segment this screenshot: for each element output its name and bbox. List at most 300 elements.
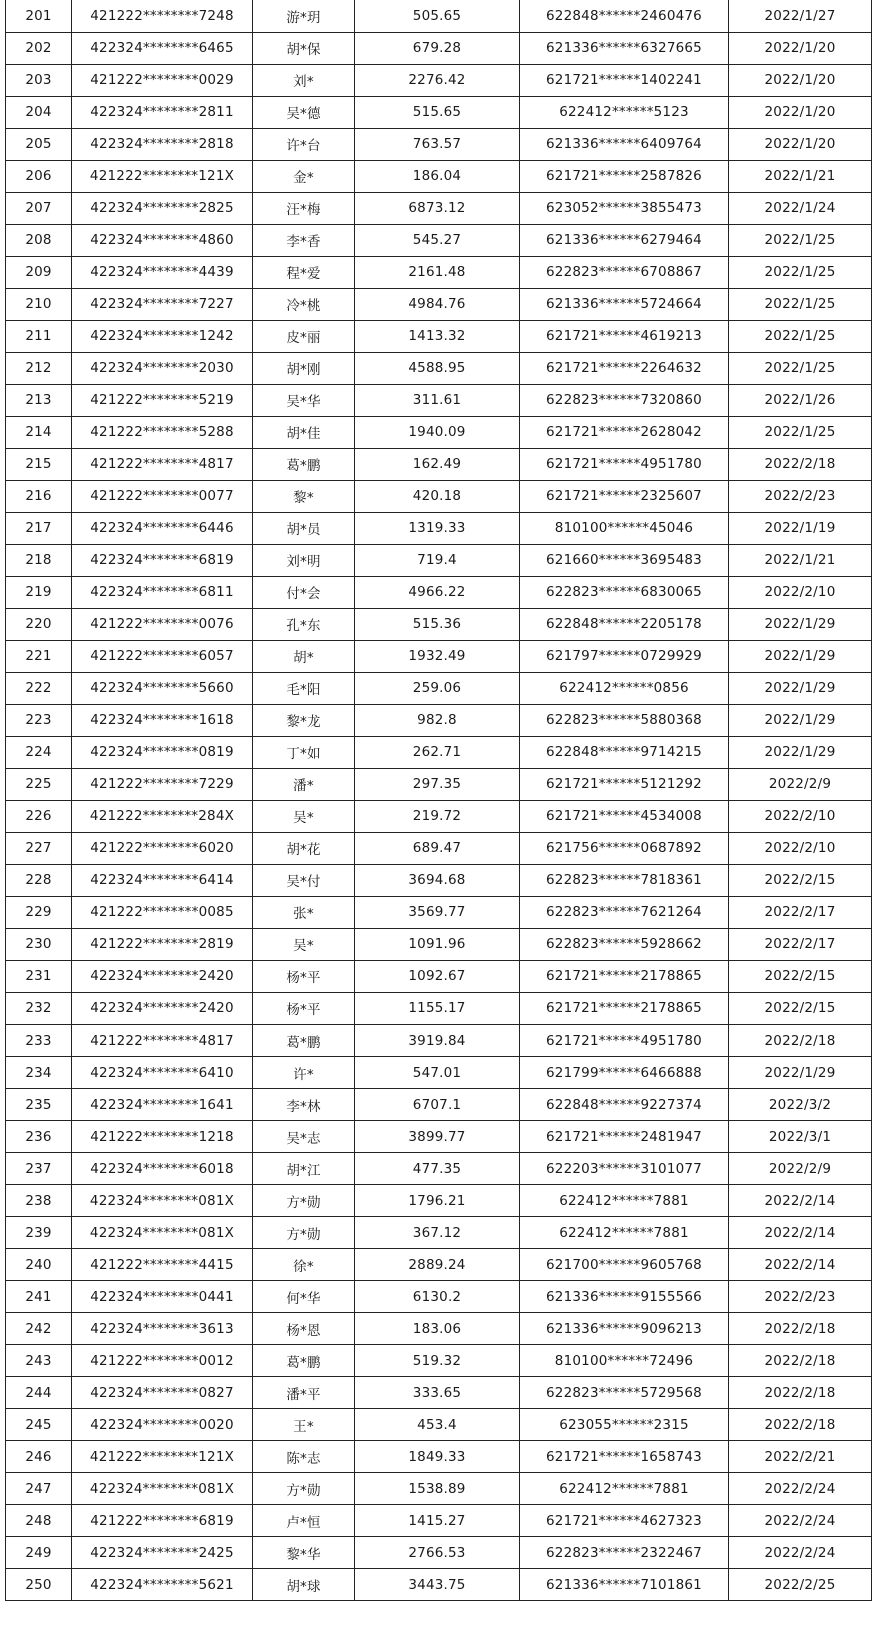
cell-bank-card: 621336******6279464 — [520, 224, 729, 256]
table-row — [6, 736, 872, 768]
cell-name: 皮*丽 — [253, 320, 355, 352]
cell-no: 227 — [6, 832, 72, 864]
cell-name: 杨*恩 — [253, 1313, 355, 1345]
cell-name: 黎* — [253, 480, 355, 512]
table-row — [6, 1345, 872, 1377]
cell-amount: 1538.89 — [355, 1473, 520, 1505]
cell-no: 228 — [6, 864, 72, 896]
cell-amount: 4966.22 — [355, 576, 520, 608]
cell-name: 方*勋 — [253, 1217, 355, 1249]
table-row — [6, 224, 872, 256]
cell-amount: 3443.75 — [355, 1569, 520, 1601]
cell-bank-card: 622823******5880368 — [520, 704, 729, 736]
cell-id-number: 422324********6410 — [72, 1057, 253, 1089]
cell-id-number: 422324********7227 — [72, 288, 253, 320]
cell-id-number: 422324********2811 — [72, 96, 253, 128]
cell-amount: 2161.48 — [355, 256, 520, 288]
table-row — [6, 288, 872, 320]
cell-date: 2022/1/25 — [729, 288, 872, 320]
cell-no: 216 — [6, 480, 72, 512]
cell-id-number: 422324********6018 — [72, 1153, 253, 1185]
cell-date: 2022/1/21 — [729, 160, 872, 192]
cell-name: 冷*桃 — [253, 288, 355, 320]
cell-date: 2022/2/14 — [729, 1217, 872, 1249]
cell-name: 吴*付 — [253, 864, 355, 896]
cell-bank-card: 621336******7101861 — [520, 1569, 729, 1601]
cell-date: 2022/2/15 — [729, 992, 872, 1024]
cell-date: 2022/1/29 — [729, 704, 872, 736]
cell-no: 239 — [6, 1217, 72, 1249]
cell-date: 2022/2/23 — [729, 1281, 872, 1313]
table-row — [6, 864, 872, 896]
cell-amount: 1092.67 — [355, 960, 520, 992]
cell-no: 203 — [6, 64, 72, 96]
cell-bank-card: 621721******2178865 — [520, 960, 729, 992]
cell-date: 2022/1/29 — [729, 608, 872, 640]
cell-date: 2022/2/14 — [729, 1249, 872, 1281]
table-row — [6, 1185, 872, 1217]
table-row — [6, 448, 872, 480]
cell-date: 2022/2/14 — [729, 1185, 872, 1217]
table-row — [6, 1377, 872, 1409]
cell-amount: 477.35 — [355, 1153, 520, 1185]
cell-no: 213 — [6, 384, 72, 416]
cell-no: 231 — [6, 960, 72, 992]
cell-id-number: 421222********121X — [72, 160, 253, 192]
cell-no: 246 — [6, 1441, 72, 1473]
cell-name: 王* — [253, 1409, 355, 1441]
table-row — [6, 1153, 872, 1185]
cell-no: 226 — [6, 800, 72, 832]
cell-name: 胡*江 — [253, 1153, 355, 1185]
cell-no: 210 — [6, 288, 72, 320]
cell-date: 2022/2/18 — [729, 1345, 872, 1377]
cell-date: 2022/1/25 — [729, 416, 872, 448]
cell-bank-card: 622412******0856 — [520, 672, 729, 704]
table-row — [6, 1313, 872, 1345]
cell-name: 葛*鹏 — [253, 448, 355, 480]
cell-no: 209 — [6, 256, 72, 288]
cell-name: 毛*阳 — [253, 672, 355, 704]
cell-amount: 420.18 — [355, 480, 520, 512]
cell-no: 212 — [6, 352, 72, 384]
cell-amount: 1849.33 — [355, 1441, 520, 1473]
cell-bank-card: 622848******2205178 — [520, 608, 729, 640]
cell-date: 2022/1/20 — [729, 128, 872, 160]
cell-id-number: 422324********4439 — [72, 256, 253, 288]
cell-date: 2022/1/21 — [729, 544, 872, 576]
table-row — [6, 192, 872, 224]
cell-no: 215 — [6, 448, 72, 480]
cell-amount: 515.65 — [355, 96, 520, 128]
cell-id-number: 422324********2420 — [72, 992, 253, 1024]
cell-bank-card: 621721******2264632 — [520, 352, 729, 384]
cell-no: 230 — [6, 928, 72, 960]
table-row — [6, 992, 872, 1024]
cell-no: 207 — [6, 192, 72, 224]
cell-bank-card: 623055******2315 — [520, 1409, 729, 1441]
cell-no: 208 — [6, 224, 72, 256]
table-row — [6, 1473, 872, 1505]
cell-name: 李*香 — [253, 224, 355, 256]
cell-bank-card: 623052******3855473 — [520, 192, 729, 224]
cell-name: 李*林 — [253, 1089, 355, 1121]
table-row — [6, 1057, 872, 1089]
table-row — [6, 160, 872, 192]
cell-date: 2022/1/29 — [729, 672, 872, 704]
cell-id-number: 422324********1618 — [72, 704, 253, 736]
payment-table — [5, 0, 872, 1601]
cell-no: 247 — [6, 1473, 72, 1505]
cell-no: 244 — [6, 1377, 72, 1409]
cell-no: 220 — [6, 608, 72, 640]
cell-id-number: 421222********0012 — [72, 1345, 253, 1377]
cell-amount: 6873.12 — [355, 192, 520, 224]
cell-id-number: 422324********0827 — [72, 1377, 253, 1409]
table-row — [6, 128, 872, 160]
cell-amount: 1413.32 — [355, 320, 520, 352]
cell-date: 2022/1/24 — [729, 192, 872, 224]
cell-name: 吴* — [253, 928, 355, 960]
cell-bank-card: 622412******7881 — [520, 1185, 729, 1217]
cell-date: 2022/2/18 — [729, 1025, 872, 1057]
cell-name: 吴*华 — [253, 384, 355, 416]
cell-no: 242 — [6, 1313, 72, 1345]
cell-bank-card: 621721******2325607 — [520, 480, 729, 512]
cell-bank-card: 622823******7818361 — [520, 864, 729, 896]
cell-no: 201 — [6, 0, 72, 32]
cell-name: 胡*保 — [253, 32, 355, 64]
cell-date: 2022/2/10 — [729, 832, 872, 864]
cell-no: 214 — [6, 416, 72, 448]
cell-amount: 259.06 — [355, 672, 520, 704]
cell-name: 徐* — [253, 1249, 355, 1281]
cell-date: 2022/3/1 — [729, 1121, 872, 1153]
cell-bank-card: 621336******6409764 — [520, 128, 729, 160]
cell-id-number: 421222********6819 — [72, 1505, 253, 1537]
cell-bank-card: 621336******6327665 — [520, 32, 729, 64]
cell-id-number: 422324********081X — [72, 1473, 253, 1505]
cell-amount: 4984.76 — [355, 288, 520, 320]
cell-amount: 453.4 — [355, 1409, 520, 1441]
cell-amount: 6707.1 — [355, 1089, 520, 1121]
cell-bank-card: 621721******2587826 — [520, 160, 729, 192]
table-row — [6, 960, 872, 992]
cell-bank-card: 622823******6708867 — [520, 256, 729, 288]
cell-name: 吴* — [253, 800, 355, 832]
cell-id-number: 421222********0077 — [72, 480, 253, 512]
cell-name: 张* — [253, 896, 355, 928]
cell-name: 程*爱 — [253, 256, 355, 288]
cell-id-number: 422324********2030 — [72, 352, 253, 384]
cell-no: 240 — [6, 1249, 72, 1281]
cell-name: 汪*梅 — [253, 192, 355, 224]
cell-date: 2022/1/20 — [729, 32, 872, 64]
cell-name: 潘*平 — [253, 1377, 355, 1409]
table-row — [6, 1409, 872, 1441]
cell-no: 225 — [6, 768, 72, 800]
cell-amount: 1319.33 — [355, 512, 520, 544]
cell-id-number: 421222********4415 — [72, 1249, 253, 1281]
table-row — [6, 544, 872, 576]
cell-id-number: 422324********3613 — [72, 1313, 253, 1345]
cell-no: 241 — [6, 1281, 72, 1313]
cell-name: 方*勋 — [253, 1185, 355, 1217]
table-row — [6, 416, 872, 448]
cell-id-number: 421222********5288 — [72, 416, 253, 448]
cell-name: 刘*明 — [253, 544, 355, 576]
cell-amount: 186.04 — [355, 160, 520, 192]
cell-amount: 505.65 — [355, 0, 520, 32]
cell-id-number: 422324********1641 — [72, 1089, 253, 1121]
cell-bank-card: 621721******4951780 — [520, 448, 729, 480]
table-row — [6, 704, 872, 736]
cell-bank-card: 622848******2460476 — [520, 0, 729, 32]
cell-no: 223 — [6, 704, 72, 736]
cell-bank-card: 622823******5729568 — [520, 1377, 729, 1409]
cell-name: 黎*华 — [253, 1537, 355, 1569]
table-row — [6, 1537, 872, 1569]
cell-name: 方*勋 — [253, 1473, 355, 1505]
cell-name: 胡*刚 — [253, 352, 355, 384]
cell-amount: 2276.42 — [355, 64, 520, 96]
cell-name: 胡*佳 — [253, 416, 355, 448]
cell-amount: 719.4 — [355, 544, 520, 576]
cell-amount: 1932.49 — [355, 640, 520, 672]
cell-date: 2022/2/9 — [729, 1153, 872, 1185]
cell-id-number: 421222********0085 — [72, 896, 253, 928]
table-row — [6, 1441, 872, 1473]
cell-id-number: 421222********2819 — [72, 928, 253, 960]
cell-no: 221 — [6, 640, 72, 672]
cell-date: 2022/2/21 — [729, 1441, 872, 1473]
cell-amount: 3569.77 — [355, 896, 520, 928]
cell-id-number: 421222********121X — [72, 1441, 253, 1473]
cell-name: 陈*志 — [253, 1441, 355, 1473]
cell-no: 248 — [6, 1505, 72, 1537]
payment-table-body — [6, 0, 872, 1601]
cell-name: 胡* — [253, 640, 355, 672]
cell-id-number: 421222********7229 — [72, 768, 253, 800]
cell-name: 游*玥 — [253, 0, 355, 32]
cell-date: 2022/1/26 — [729, 384, 872, 416]
cell-amount: 4588.95 — [355, 352, 520, 384]
cell-date: 2022/1/27 — [729, 0, 872, 32]
cell-date: 2022/2/25 — [729, 1569, 872, 1601]
cell-amount: 6130.2 — [355, 1281, 520, 1313]
cell-date: 2022/2/18 — [729, 1313, 872, 1345]
cell-id-number: 421222********6057 — [72, 640, 253, 672]
cell-no: 222 — [6, 672, 72, 704]
cell-id-number: 422324********5621 — [72, 1569, 253, 1601]
table-row — [6, 1025, 872, 1057]
cell-amount: 1796.21 — [355, 1185, 520, 1217]
cell-no: 234 — [6, 1057, 72, 1089]
cell-bank-card: 622412******7881 — [520, 1473, 729, 1505]
cell-no: 243 — [6, 1345, 72, 1377]
table-row — [6, 896, 872, 928]
cell-name: 吴*志 — [253, 1121, 355, 1153]
cell-name: 葛*鹏 — [253, 1025, 355, 1057]
cell-no: 219 — [6, 576, 72, 608]
cell-id-number: 421222********4817 — [72, 448, 253, 480]
cell-id-number: 422324********2425 — [72, 1537, 253, 1569]
cell-no: 211 — [6, 320, 72, 352]
cell-amount: 311.61 — [355, 384, 520, 416]
cell-id-number: 422324********6819 — [72, 544, 253, 576]
table-row — [6, 1505, 872, 1537]
cell-bank-card: 622823******6830065 — [520, 576, 729, 608]
cell-id-number: 421222********1218 — [72, 1121, 253, 1153]
cell-id-number: 421222********6020 — [72, 832, 253, 864]
cell-bank-card: 621721******4951780 — [520, 1025, 729, 1057]
cell-name: 金* — [253, 160, 355, 192]
cell-amount: 1155.17 — [355, 992, 520, 1024]
cell-date: 2022/1/20 — [729, 96, 872, 128]
cell-name: 何*华 — [253, 1281, 355, 1313]
cell-id-number: 422324********0819 — [72, 736, 253, 768]
cell-date: 2022/1/20 — [729, 64, 872, 96]
table-row — [6, 640, 872, 672]
table-row — [6, 928, 872, 960]
cell-id-number: 422324********081X — [72, 1185, 253, 1217]
cell-name: 潘* — [253, 768, 355, 800]
cell-amount: 519.32 — [355, 1345, 520, 1377]
cell-amount: 1091.96 — [355, 928, 520, 960]
table-row — [6, 64, 872, 96]
cell-amount: 2766.53 — [355, 1537, 520, 1569]
table-row — [6, 352, 872, 384]
cell-date: 2022/2/10 — [729, 800, 872, 832]
cell-bank-card: 621721******2628042 — [520, 416, 729, 448]
cell-bank-card: 622412******7881 — [520, 1217, 729, 1249]
cell-bank-card: 621799******6466888 — [520, 1057, 729, 1089]
cell-date: 2022/2/18 — [729, 1409, 872, 1441]
cell-amount: 3919.84 — [355, 1025, 520, 1057]
cell-id-number: 421222********4817 — [72, 1025, 253, 1057]
cell-bank-card: 621660******3695483 — [520, 544, 729, 576]
cell-name: 孔*东 — [253, 608, 355, 640]
cell-no: 224 — [6, 736, 72, 768]
table-row — [6, 256, 872, 288]
cell-bank-card: 810100******45046 — [520, 512, 729, 544]
cell-id-number: 422324********6811 — [72, 576, 253, 608]
cell-date: 2022/2/18 — [729, 448, 872, 480]
cell-id-number: 421222********5219 — [72, 384, 253, 416]
cell-id-number: 422324********1242 — [72, 320, 253, 352]
cell-name: 许*台 — [253, 128, 355, 160]
cell-date: 2022/2/23 — [729, 480, 872, 512]
cell-id-number: 422324********2818 — [72, 128, 253, 160]
cell-no: 232 — [6, 992, 72, 1024]
table-row — [6, 1217, 872, 1249]
cell-no: 245 — [6, 1409, 72, 1441]
cell-name: 胡*员 — [253, 512, 355, 544]
table-row — [6, 1121, 872, 1153]
cell-amount: 367.12 — [355, 1217, 520, 1249]
cell-date: 2022/1/25 — [729, 352, 872, 384]
cell-amount: 982.8 — [355, 704, 520, 736]
cell-id-number: 422324********0020 — [72, 1409, 253, 1441]
cell-bank-card: 621336******5724664 — [520, 288, 729, 320]
cell-no: 236 — [6, 1121, 72, 1153]
cell-id-number: 422324********6465 — [72, 32, 253, 64]
cell-name: 杨*平 — [253, 992, 355, 1024]
cell-bank-card: 621721******1402241 — [520, 64, 729, 96]
table-row — [6, 32, 872, 64]
cell-name: 葛*鹏 — [253, 1345, 355, 1377]
cell-no: 233 — [6, 1025, 72, 1057]
cell-no: 204 — [6, 96, 72, 128]
cell-date: 2022/1/25 — [729, 256, 872, 288]
cell-date: 2022/2/24 — [729, 1537, 872, 1569]
cell-date: 2022/2/24 — [729, 1505, 872, 1537]
cell-id-number: 421222********0076 — [72, 608, 253, 640]
cell-id-number: 422324********2825 — [72, 192, 253, 224]
cell-amount: 763.57 — [355, 128, 520, 160]
table-row — [6, 1281, 872, 1313]
cell-amount: 689.47 — [355, 832, 520, 864]
cell-date: 2022/2/9 — [729, 768, 872, 800]
table-row — [6, 480, 872, 512]
cell-bank-card: 622412******5123 — [520, 96, 729, 128]
cell-amount: 183.06 — [355, 1313, 520, 1345]
cell-no: 205 — [6, 128, 72, 160]
cell-date: 2022/3/2 — [729, 1089, 872, 1121]
table-row — [6, 0, 872, 32]
cell-no: 217 — [6, 512, 72, 544]
cell-bank-card: 621721******4534008 — [520, 800, 729, 832]
table-row — [6, 384, 872, 416]
cell-id-number: 421222********7248 — [72, 0, 253, 32]
table-row — [6, 608, 872, 640]
cell-name: 胡*球 — [253, 1569, 355, 1601]
cell-amount: 547.01 — [355, 1057, 520, 1089]
cell-id-number: 422324********6414 — [72, 864, 253, 896]
table-row — [6, 320, 872, 352]
cell-amount: 333.65 — [355, 1377, 520, 1409]
cell-bank-card: 621756******0687892 — [520, 832, 729, 864]
cell-no: 235 — [6, 1089, 72, 1121]
table-row — [6, 1569, 872, 1601]
cell-bank-card: 621797******0729929 — [520, 640, 729, 672]
cell-name: 黎*龙 — [253, 704, 355, 736]
cell-date: 2022/2/17 — [729, 928, 872, 960]
table-row — [6, 768, 872, 800]
cell-id-number: 422324********6446 — [72, 512, 253, 544]
cell-bank-card: 622823******7320860 — [520, 384, 729, 416]
cell-date: 2022/1/29 — [729, 640, 872, 672]
cell-amount: 679.28 — [355, 32, 520, 64]
cell-bank-card: 621721******2481947 — [520, 1121, 729, 1153]
cell-name: 杨*平 — [253, 960, 355, 992]
cell-bank-card: 810100******72496 — [520, 1345, 729, 1377]
cell-id-number: 421222********0029 — [72, 64, 253, 96]
cell-bank-card: 622823******2322467 — [520, 1537, 729, 1569]
table-row — [6, 672, 872, 704]
cell-no: 229 — [6, 896, 72, 928]
cell-bank-card: 621721******4619213 — [520, 320, 729, 352]
cell-amount: 2889.24 — [355, 1249, 520, 1281]
cell-bank-card: 621721******4627323 — [520, 1505, 729, 1537]
cell-bank-card: 622203******3101077 — [520, 1153, 729, 1185]
cell-bank-card: 622823******7621264 — [520, 896, 729, 928]
cell-date: 2022/1/25 — [729, 224, 872, 256]
cell-date: 2022/2/18 — [729, 1377, 872, 1409]
table-row — [6, 832, 872, 864]
cell-id-number: 422324********081X — [72, 1217, 253, 1249]
cell-id-number: 422324********5660 — [72, 672, 253, 704]
